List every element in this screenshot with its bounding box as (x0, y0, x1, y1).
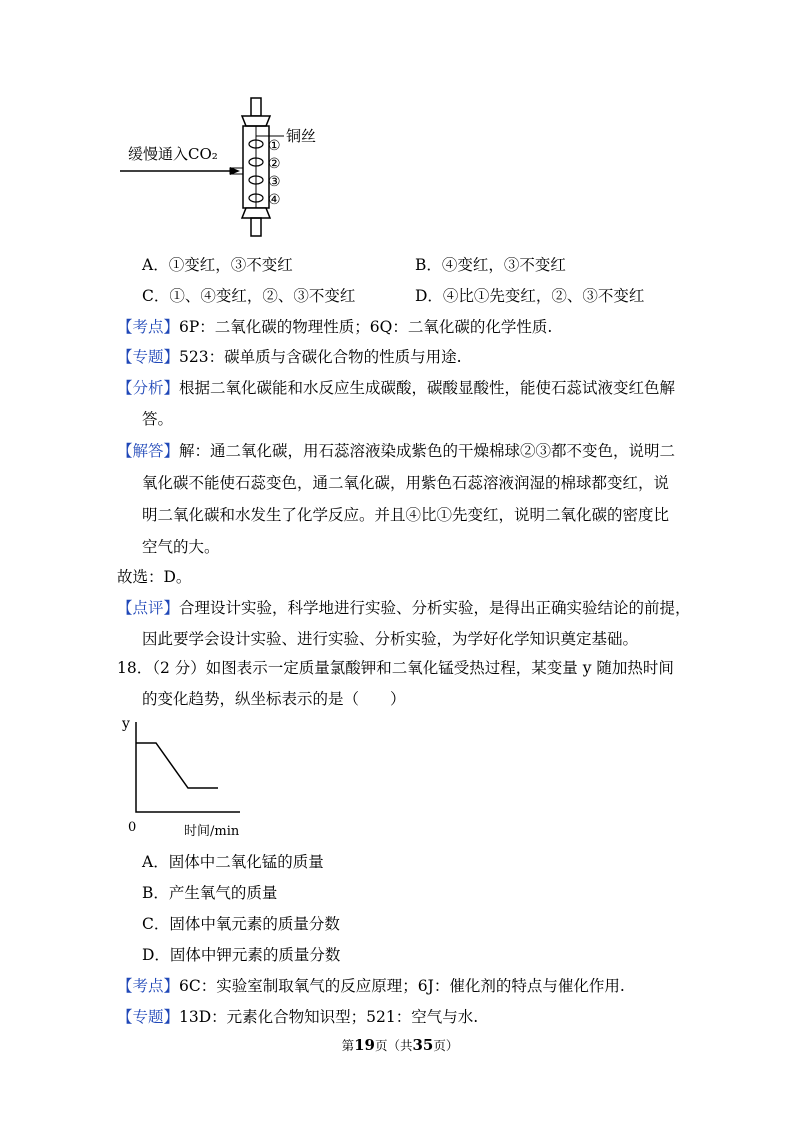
q17-answer: 故选：D。 (117, 568, 192, 586)
q18-kaodian-tag: 【考点】 (117, 977, 180, 995)
zhuanti-text: 523：碳单质与含碳化合物的性质与用途. (179, 348, 462, 366)
q18-kaodian-text: 6C：实验室制取氧气的反应原理；6J：催化剂的特点与催化作用. (179, 977, 625, 995)
co2-tube-figure (118, 96, 338, 245)
jieda-line4: 空气的大。 (142, 538, 220, 556)
marker-1: ① (268, 138, 281, 154)
jieda-tag: 【解答】 (117, 442, 180, 460)
jieda-line2: 氧化碳不能使石蕊变色，通二氧化碳，用紫色石蕊溶液润湿的棉球都变红，说 (142, 474, 670, 492)
q17-fenxi (117, 378, 675, 398)
graph-origin: 0 (128, 820, 137, 835)
q18-option-a: A．固体中二氧化锰的质量 (142, 853, 324, 871)
footer-page-number: 19 (354, 1036, 375, 1054)
co2-tube-diagram (118, 96, 338, 241)
q17-jieda (117, 441, 675, 461)
graph-y-label: y (122, 716, 130, 732)
graph-x-label: 时间/min (184, 824, 240, 839)
q18-stem-line1: 18．（2 分）如图表示一定质量氯酸钾和二氧化锰受热过程，某变量 y 随加热时间 (117, 659, 674, 677)
dianping-line2: 因此要学会设计实验、进行实验、分析实验，为学好化学知识奠定基础。 (142, 630, 639, 648)
fenxi-line1: 根据二氧化碳能和水反应生成碳酸，碳酸显酸性，能使石蕊试液变红色解 (179, 379, 676, 397)
dianping-tag: 【点评】 (117, 599, 180, 617)
kaodian-text: 6P：二氧化碳的物理性质；6Q：二氧化碳的化学性质. (179, 318, 553, 336)
zhuanti-tag: 【专题】 (117, 348, 180, 366)
q17-option-a: A．①变红，③不变红 (142, 256, 293, 274)
q18-zhuanti-text: 13D：元素化合物知识型；521：空气与水. (179, 1008, 479, 1026)
marker-4: ④ (268, 192, 281, 208)
footer-total-pages: 35 (412, 1036, 434, 1054)
q17-option-d: D．④比①先变红，②、③不变红 (415, 287, 645, 305)
dianping-line1: 合理设计实验，科学地进行实验、分析实验，是得出正确实验结论的前提， (179, 599, 691, 617)
footer-pre: 第 (341, 1038, 355, 1053)
kaodian-tag: 【考点】 (117, 318, 180, 336)
fenxi-tag: 【分析】 (117, 379, 180, 397)
q18-kaodian (117, 976, 625, 996)
marker-2: ② (268, 156, 281, 172)
q17-zhuanti (117, 347, 462, 367)
q18-graph-axes (118, 716, 248, 821)
q18-zhuanti-tag: 【专题】 (117, 1008, 180, 1026)
page-footer (0, 1036, 800, 1054)
jieda-line3: 明二氧化碳和水发生了化学反应。并且④比①先变红，说明二氧化碳的密度比 (142, 506, 670, 524)
q17-option-b: B．④变红，③不变红 (415, 256, 566, 274)
q17-option-c: C．①、④变红，②、③不变红 (142, 287, 356, 305)
footer-post: 页） (433, 1038, 459, 1053)
fenxi-line2: 答。 (142, 410, 174, 428)
q18-graph (118, 716, 248, 839)
co2-inlet-label: 缓慢通入CO₂ (128, 145, 218, 163)
footer-mid: 页（共 (374, 1038, 413, 1053)
q18-option-c: C．固体中氧元素的质量分数 (142, 915, 340, 933)
q18-zhuanti (117, 1007, 478, 1027)
q17-dianping (117, 598, 691, 618)
q18-option-d: D．固体中钾元素的质量分数 (142, 946, 341, 964)
copper-wire-label: 铜丝 (286, 127, 317, 145)
q18-stem-line2: 的变化趋势，纵坐标表示的是（ ） (142, 690, 406, 708)
q17-kaodian (117, 317, 552, 337)
marker-3: ③ (268, 174, 281, 190)
q18-option-b: B．产生氧气的质量 (142, 884, 278, 902)
jieda-line1: 解：通二氧化碳，用石蕊溶液染成紫色的干燥棉球②③都不变色，说明二 (179, 442, 676, 460)
